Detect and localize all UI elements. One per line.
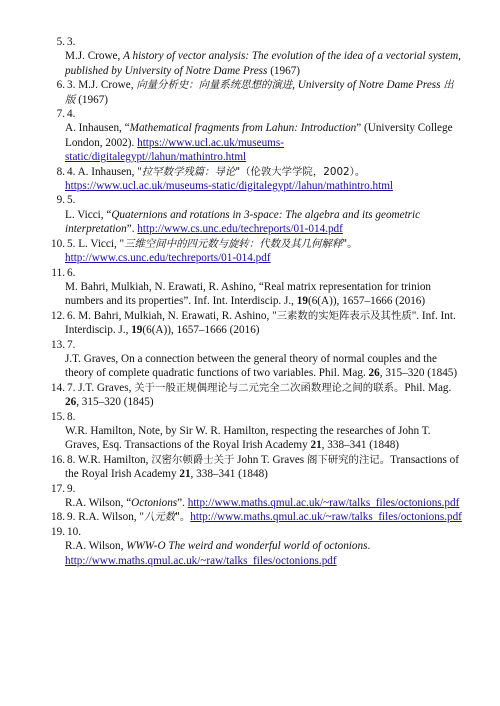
reference-text: (6(A)), 1657–1666 (2016) bbox=[307, 295, 426, 308]
reference-lead: 9. R.A. Wilson, " bbox=[67, 511, 144, 524]
reference-item bbox=[0, 193, 500, 236]
reference-link[interactable]: https://www.ucl.ac.uk/museums-static/digitalegypt//lahun/mathintro.html bbox=[65, 136, 284, 164]
reference-title: Octonions bbox=[131, 497, 178, 509]
reference-item bbox=[0, 237, 500, 266]
reference-list bbox=[0, 35, 500, 568]
reference-text: Transactions of the Royal Irish Academy bbox=[65, 453, 459, 481]
chinese-text: "。 bbox=[175, 511, 191, 524]
reference-lead: 3. bbox=[67, 36, 76, 48]
volume-number: 26 bbox=[65, 396, 77, 409]
reference-text: ”. bbox=[177, 497, 188, 509]
reference-text: , 338–341 (1848) bbox=[190, 468, 268, 481]
reference-item bbox=[0, 510, 500, 524]
reference-text: (6(A)), 1657–1666 (2016) bbox=[142, 324, 260, 337]
reference-title: WWW-O The weird and wonderful world of octonions bbox=[126, 540, 368, 553]
reference-number: 13. bbox=[51, 338, 65, 351]
chinese-text: 八元数 bbox=[143, 511, 176, 524]
reference-text: John T. Graves bbox=[234, 453, 307, 466]
reference-item bbox=[0, 107, 500, 165]
reference-text: (1967) bbox=[267, 64, 301, 77]
reference-link[interactable]: http://www.cs.unc.edu/techreports/01-014.pdf bbox=[137, 223, 343, 236]
reference-lead: 10. bbox=[67, 525, 81, 538]
chinese-text: 向量分析史：向量系统思想的演进 bbox=[136, 79, 293, 92]
reference-lead: 4. bbox=[67, 108, 76, 121]
reference-body bbox=[144, 511, 462, 523]
reference-text: Phil. Mag. bbox=[404, 381, 452, 394]
reference-number: 18. bbox=[51, 511, 65, 524]
chinese-text: 出版 bbox=[65, 79, 454, 106]
reference-number: 15. bbox=[51, 410, 65, 423]
volume-number: 19 bbox=[131, 324, 143, 337]
reference-link[interactable]: http://www.cs.unc.edu/techreports/01-014.pdf bbox=[65, 252, 271, 265]
reference-lead: 5. bbox=[67, 194, 76, 207]
reference-lead: 6. M. Bahri, Mulkiah, N. Erawati, R. Ashino, " bbox=[67, 309, 277, 322]
volume-number: 26 bbox=[368, 367, 380, 380]
chinese-text: 关于一般正规偶理论与二元完全二次函数理论之间的联系。 bbox=[134, 381, 405, 394]
reference-title: A history of vector analysis: The evolution of the idea of a vectorial system, published by University of Notre Dame Press bbox=[65, 50, 461, 77]
reference-lead: 5. L. Vicci, " bbox=[67, 237, 125, 250]
volume-number: 21 bbox=[179, 468, 191, 481]
reference-body bbox=[65, 280, 464, 309]
reference-lead: 3. M.J. Crowe, bbox=[67, 79, 137, 92]
reference-text: A. Inhausen, “ bbox=[65, 122, 130, 135]
reference-number: 5. bbox=[56, 36, 65, 48]
reference-text: (1967) bbox=[75, 93, 109, 106]
reference-number: 16. bbox=[51, 453, 65, 466]
reference-number: 10. bbox=[51, 237, 65, 250]
reference-item bbox=[0, 482, 500, 511]
reference-item bbox=[0, 78, 500, 107]
reference-link[interactable]: http://www.maths.qmul.ac.uk/~raw/talks_files/octonions.pdf bbox=[65, 554, 337, 567]
reference-text: ” (University College London, 2002). bbox=[65, 122, 453, 149]
reference-text: . bbox=[367, 540, 371, 553]
reference-link[interactable]: http://www.maths.qmul.ac.uk/~raw/talks_files/octonions.pdf bbox=[190, 511, 462, 524]
reference-lead: 9. bbox=[67, 482, 76, 495]
reference-number: 14. bbox=[51, 381, 65, 394]
reference-body bbox=[65, 352, 464, 381]
reference-text: W.R. Hamilton, Note, by Sir W. R. Hamilton, respecting the researches of John T. Graves, Esq. Transactions of the Royal Irish Academy bbox=[65, 424, 431, 452]
chinese-text: 三素数的实矩阵表示及其性质 bbox=[276, 309, 412, 322]
chinese-text: 阁下研究的注记。 bbox=[306, 453, 391, 466]
chinese-text: "。 bbox=[342, 237, 358, 250]
reference-text: M. Bahri, Mulkiah, N. Erawati, R. Ashino, “Real matrix representation for trinion numbers and its properties”. Inf. Int. Interdiscip. J., bbox=[65, 280, 432, 308]
reference-title: Mathematical fragments from Lahun: Introduction bbox=[129, 122, 357, 135]
reference-text: R.A. Wilson, bbox=[65, 540, 127, 553]
reference-text: M.J. Crowe, bbox=[65, 50, 124, 63]
reference-item bbox=[0, 453, 500, 482]
reference-item bbox=[0, 165, 500, 194]
reference-body bbox=[65, 424, 464, 453]
chinese-text: 拉罕数学残篇：导论 bbox=[141, 165, 236, 178]
reference-lead: 8. W.R. Hamilton, bbox=[67, 453, 152, 466]
reference-item bbox=[0, 35, 500, 78]
reference-text: ”. bbox=[126, 223, 138, 236]
reference-link[interactable]: https://www.ucl.ac.uk/museums-static/digitalegypt//lahun/mathintro.html bbox=[65, 180, 394, 193]
reference-text: R.A. Wilson, “ bbox=[65, 497, 132, 509]
reference-text: L. Vicci, “ bbox=[65, 208, 112, 221]
reference-number: 7. bbox=[56, 108, 65, 121]
reference-item bbox=[0, 410, 500, 453]
reference-item bbox=[0, 381, 500, 410]
chinese-text: 三维空间中的四元数与旋转：代数及其几何解释 bbox=[124, 237, 343, 250]
reference-item bbox=[0, 266, 500, 309]
reference-text: , 338–341 (1848) bbox=[321, 439, 400, 452]
reference-body bbox=[65, 496, 464, 510]
reference-item bbox=[0, 338, 500, 381]
reference-number: 19. bbox=[51, 525, 65, 538]
reference-text: , 315–320 (1845) bbox=[379, 367, 458, 380]
reference-number: 11. bbox=[51, 266, 65, 279]
reference-item bbox=[0, 309, 500, 338]
reference-link[interactable]: http://www.maths.qmul.ac.uk/~raw/talks_files/octonions.pdf bbox=[187, 497, 460, 509]
reference-text: , 315–320 (1845) bbox=[76, 396, 154, 409]
reference-number: 6. bbox=[56, 79, 65, 92]
reference-body bbox=[65, 539, 464, 568]
reference-title: Quaternions and rotations in 3-space: The algebra and its geometric interpretation bbox=[65, 208, 421, 236]
reference-text: J.T. Graves, On a connection between the general theory of normal couples and the theory of complete quadratic functions of two variables. Phil. Mag. bbox=[65, 352, 437, 380]
reference-text: ". Inf. Int. Interdiscip. J., bbox=[65, 309, 456, 337]
chinese-text: "（伦敦大学学院，2002）。 bbox=[235, 165, 366, 178]
reference-lead: 8. bbox=[67, 410, 76, 423]
reference-item bbox=[0, 525, 500, 568]
reference-body bbox=[65, 121, 464, 164]
reference-lead: 4. A. Inhausen, " bbox=[67, 165, 142, 178]
reference-lead: 6. bbox=[67, 266, 76, 279]
reference-body bbox=[65, 49, 464, 78]
reference-title: , University of Notre Dame Press bbox=[292, 79, 444, 92]
chinese-text: 汉密尔顿爵士关于 bbox=[151, 453, 235, 466]
volume-number: 21 bbox=[310, 439, 322, 452]
reference-number: 9. bbox=[56, 194, 65, 207]
reference-number: 17. bbox=[51, 482, 65, 495]
reference-number: 12. bbox=[51, 309, 65, 322]
reference-lead: 7. J.T. Graves, bbox=[67, 381, 135, 394]
reference-body bbox=[65, 208, 464, 237]
reference-lead: 7. bbox=[67, 338, 76, 351]
volume-number: 19 bbox=[296, 295, 308, 308]
reference-number: 8. bbox=[56, 165, 65, 178]
